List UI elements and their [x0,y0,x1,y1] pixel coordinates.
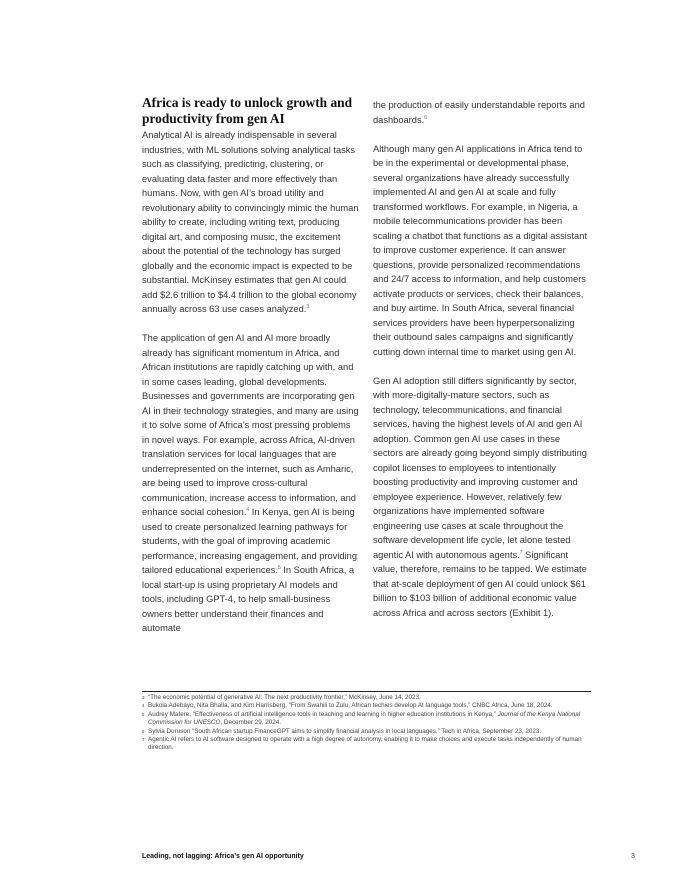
text-run: the production of easily understandable reports and dashboards. [373,100,585,125]
text-run: Bukola Adebayo, Nita Bhalla, and Kim Harrisberg, “From Swahili to Zulu, African techies develop AI language tools,” CNBC Africa, June 18, 2024. [148,702,553,710]
text-run: “The economic potential of generative AI: The next productivity frontier,” McKinsey, June 14, 2023. [148,694,421,701]
footnote-number: 5 [142,711,145,717]
section-heading: Africa is ready to unlock growth and productivity from gen AI [142,95,353,126]
citation-italic: Journal of the Kenya National Commission for UNESCO [148,710,581,727]
text-run: , December 29, 2024. [220,719,281,727]
footnote [142,711,591,728]
footnote-text [148,702,591,710]
body-paragraph [373,142,591,360]
body-paragraph [142,128,360,317]
footnote-ref: 6 [424,114,427,121]
right-body [373,98,591,620]
page-number: 3 [631,853,635,860]
right-column [373,95,591,635]
body-paragraph [373,98,591,127]
body-paragraph [373,374,591,621]
footnote [142,702,591,710]
text-run: Significant value, therefore, remains to be tapped. We estimate that at-scale deployment of gen AI could unlock $61 billion to $103 billion of additional economic value across Africa and across sectors (Exhibit 1). [373,549,587,618]
text-run: Gen AI adoption still differs significantly by sector, with more-digitally-mature sectors, such as technology, telecommunications, and financial services, having the highest levels of AI and gen AI adoption. Common gen AI use cases in these sectors are already going beyond simply distributing copilot licenses to employees to intentionally boosting productivity and improving customer and employee experience. However, relatively few organizations have implemented software engineering use cases at scale throughout the software development life cycle, let alone tested agentic AI with autonomous agents. [373,375,587,560]
footnote-number: 7 [142,737,145,743]
footnote-text [148,736,591,753]
footnote-text [148,728,591,736]
footnote [142,694,591,702]
left-body [142,128,360,636]
text-run: In Kenya, gen AI is being used to create personalized learning pathways for students, with the goal of improving academic performance, increasing engagement, and providing tailored educational experiences. [142,507,357,575]
text-run: Sylvia Duruson “South African startup FinanceGPT aims to simplify financial analysis in local languages,” Tech in Africa, September 23, 2023. [148,727,542,735]
footnote-number: 4 [142,703,145,709]
footnote-ref: 5 [277,564,281,571]
text-run: Audrey Matere, “Effectiveness of artificial intelligence tools in teaching and learning in higher education institutions in Kenya,” [148,710,498,718]
footnote-text [148,711,591,728]
footnotes [142,691,591,753]
footnote-ref: 3 [306,303,310,310]
text-run: Although many gen AI applications in Africa tend to be in the experimental or developmental phase, several organizations have already successfully implemented AI and gen AI at scale and fully transformed workflows. For example, in Nigeria, a mobile telecommunications provider has been scaling a chatbot that functions as a digital assistant to improve customer experience. It can answer questions, provide personalized recommendations and 24/7 access to information, and help customers activate products or services, check their balances, and buy airtime. In South Africa, several financial services providers have been hyperpersonalizing their outbound sales campaigns and significantly cutting down internal time to market using gen AI. [373,143,587,357]
text-run: The application of gen AI and AI more broadly already has significant momentum in Africa, and African institutions are rapidly catching up with, and in some cases leading, global developments. Businesses and governments are incorporating gen AI in their technology strategies, and many are using it to solve some of Africa’s most pressing problems in novel ways. For example, across Africa, AI-driven translation services for local languages that are underrepresented on the internet, such as Amharic, are being used to improve cross-cultural communication, increase access to information, and enhance social cohesion. [142,333,359,517]
footnote-text [148,694,591,702]
text-run: Analytical AI is already indispensable in several industries, with ML solutions solving analytical tasks such as classifying, predicting, clustering, or evaluating data faster and more effectively than humans. Now, with gen AI’s broad utility and revolutionary ability to convincingly mimic the human ability to create, including writing text, producing digital art, and composing music, the excitement about the potential of the technology has surged globally and the economic impact is expected to be substantial. McKinsey estimates that gen AI could add $2.6 trillion to $4.4 trillion to the global economy annually across 63 use cases analyzed. [142,130,359,314]
running-footer-title: Leading, not lagging: Africa’s gen AI opportunity [142,853,304,860]
footnote-number: 6 [142,728,145,734]
footnote [142,728,591,736]
footnote-ref: 7 [519,549,523,556]
footnote-ref: 4 [246,506,250,513]
text-run: In South Africa, a local start-up is using proprietary AI models and tools, including GPT-4, to help small-business owners better understand their finances and automate [142,565,355,633]
body-paragraph [142,331,360,636]
footnote-number: 3 [142,695,145,700]
left-column [142,95,360,650]
text-run: Agentic AI refers to AI software designed to operate with a high degree of autonomy, enabling it to make choices and execute tasks independently of human direction. [148,736,582,752]
footnote [142,736,591,753]
